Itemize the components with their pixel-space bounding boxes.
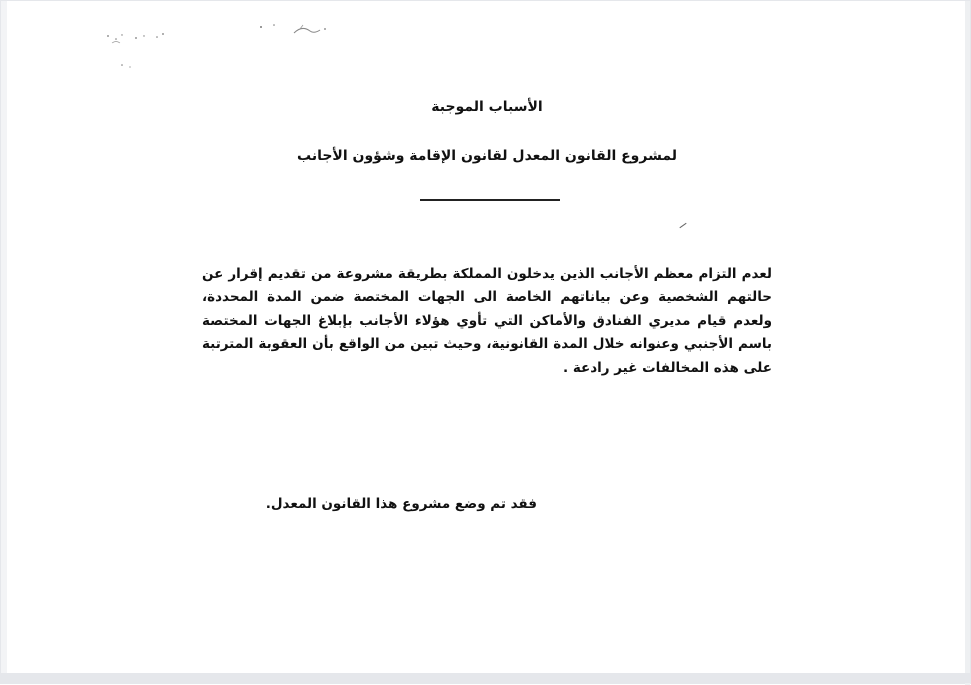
viewer-bottom-bar [1,673,971,683]
document-page [7,1,967,675]
scan-artifact-marks [102,23,342,83]
closing-statement: فقد تم وضع مشروع هذا القانون المعدل. [265,496,537,512]
viewer-scroll-edge [965,1,970,685]
scan-artifact-stroke [679,223,686,228]
document-title: الأسباب الموجبة [431,99,543,115]
document-subtitle: لمشروع القانون المعدل لقانون الإقامة وشؤون الأجانب [297,148,677,164]
body-paragraph: لعدم التزام معظم الأجانب الذين يدخلون المملكة بطريقة مشروعة من تقديم إقرار عن حالتهم الشخصية وعن بياناتهم الخاصة الى الجهات المختصة ضمن المدة المحددة، ولعدم قيام مديري الفنادق والأماكن التي تأوي هؤلاء الأجانب بإبلاغ الجهات المختصة باسم الأجنبي وعنوانه خلال المدة القانونية، وحيث تبين من الواقع بأن العقوبة المترتبة على هذه المخالفات غير رادعة . [202,266,772,376]
title-divider [420,199,560,201]
